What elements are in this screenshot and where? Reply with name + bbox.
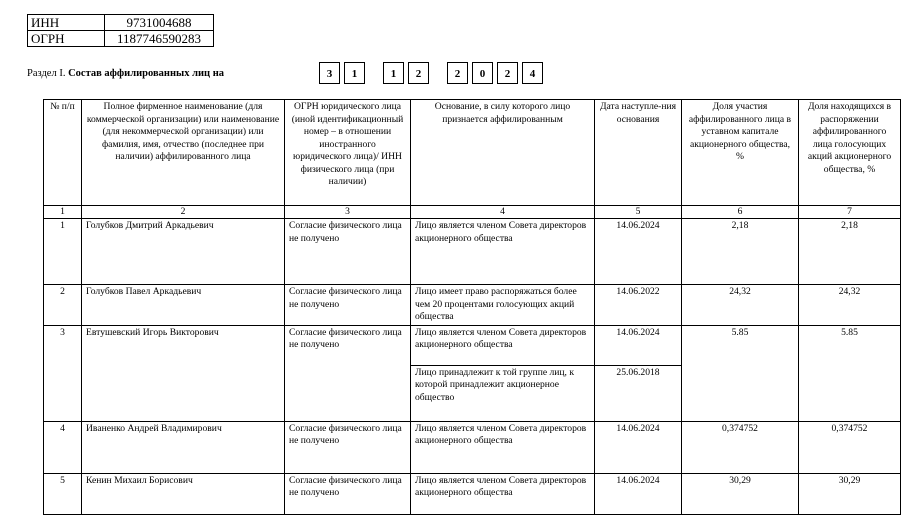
header-share-votes: Доля находящихся в распоряжении аффилированного лица голосующих акций акционерного общества, % <box>799 100 901 206</box>
col-number: 4 <box>411 206 595 219</box>
affiliates-table <box>43 99 901 515</box>
col-number: 7 <box>799 206 901 219</box>
date-digit-box: 1 <box>344 62 365 84</box>
row-name: Кенин Михаил Борисович <box>82 473 285 514</box>
row-id: Согласие физического лица не получено <box>285 421 411 473</box>
row-basis: Лицо является членом Совета директоров акционерного общества <box>411 473 595 514</box>
row-num: 4 <box>44 421 82 473</box>
date-digit-box: 4 <box>522 62 543 84</box>
table-row <box>44 285 901 326</box>
company-identifiers <box>27 14 214 47</box>
table-row <box>44 473 901 514</box>
column-number-row <box>44 206 901 219</box>
row-share-capital: 5.85 <box>682 325 799 365</box>
header-date: Дата наступле-ния основания <box>595 100 682 206</box>
row-share-capital: 24,32 <box>682 285 799 326</box>
row-basis: Лицо является членом Совета директоров акционерного общества <box>411 325 595 365</box>
col-number: 3 <box>285 206 411 219</box>
row-id: Согласие физического лица не получено <box>285 219 411 285</box>
row-id: Согласие физического лица не получено <box>285 285 411 326</box>
date-digit-box: 2 <box>408 62 429 84</box>
date-digit-box: 0 <box>472 62 493 84</box>
row-num: 3 <box>44 325 82 421</box>
row-name: Голубков Павел Аркадьевич <box>82 285 285 326</box>
row-basis: Лицо принадлежит к той группе лиц, к которой принадлежит акционерное общество <box>411 365 595 421</box>
row-basis: Лицо является членом Совета директоров акционерного общества <box>411 219 595 285</box>
row-basis: Лицо имеет право распоряжаться более чем 20 процентами голосующих акций общества <box>411 285 595 326</box>
table-row <box>44 421 901 473</box>
row-share-votes: 24,32 <box>799 285 901 326</box>
row-num: 5 <box>44 473 82 514</box>
ogrn-value: 1187746590283 <box>105 31 214 47</box>
section-prefix: Раздел I. <box>27 68 66 79</box>
table-row <box>44 325 901 365</box>
col-number: 5 <box>595 206 682 219</box>
row-date: 14.06.2024 <box>595 219 682 285</box>
col-number: 6 <box>682 206 799 219</box>
row-date: 14.06.2024 <box>595 473 682 514</box>
row-date: 25.06.2018 <box>595 365 682 421</box>
row-num: 2 <box>44 285 82 326</box>
row-share-capital-empty <box>682 365 799 421</box>
inn-value: 9731004688 <box>105 15 214 31</box>
table-header-row <box>44 100 901 206</box>
row-share-votes: 0,374752 <box>799 421 901 473</box>
row-id: Согласие физического лица не получено <box>285 325 411 421</box>
date-digit-box: 2 <box>447 62 468 84</box>
header-num: № п/п <box>44 100 82 206</box>
col-number: 2 <box>82 206 285 219</box>
row-name: Иваненко Андрей Владимирович <box>82 421 285 473</box>
row-share-votes: 30,29 <box>799 473 901 514</box>
section-title <box>27 68 224 79</box>
row-date: 14.06.2024 <box>595 421 682 473</box>
col-number: 1 <box>44 206 82 219</box>
header-share-capital: Доля участия аффилированного лица в уставном капитале акционерного общества, % <box>682 100 799 206</box>
row-date: 14.06.2022 <box>595 285 682 326</box>
inn-label: ИНН <box>28 15 105 31</box>
row-name: Евтушевский Игорь Викторович <box>82 325 285 421</box>
header-id: ОГРН юридического лица (иной идентификационный номер – в отношении иностранного юридического лица)/ ИНН физического лица (при наличии) <box>285 100 411 206</box>
row-share-capital: 0,374752 <box>682 421 799 473</box>
row-date: 14.06.2024 <box>595 325 682 365</box>
header-basis: Основание, в силу которого лицо признается аффилированным <box>411 100 595 206</box>
row-share-capital: 30,29 <box>682 473 799 514</box>
table-row <box>44 219 901 285</box>
row-basis: Лицо является членом Совета директоров акционерного общества <box>411 421 595 473</box>
row-share-capital: 2,18 <box>682 219 799 285</box>
row-id: Согласие физического лица не получено <box>285 473 411 514</box>
row-share-votes: 5.85 <box>799 325 901 421</box>
header-name: Полное фирменное наименование (для коммерческой организации) или наименование (для некоммерческой организации) или фамилия, имя, отчество (последнее при наличии) аффилированного лица <box>82 100 285 206</box>
date-digit-box: 3 <box>319 62 340 84</box>
date-digit-box: 2 <box>497 62 518 84</box>
row-name: Голубков Дмитрий Аркадьевич <box>82 219 285 285</box>
ogrn-label: ОГРН <box>28 31 105 47</box>
row-share-votes: 2,18 <box>799 219 901 285</box>
date-digit-box: 1 <box>383 62 404 84</box>
row-num: 1 <box>44 219 82 285</box>
section-heading: Состав аффилированных лиц на <box>68 68 225 79</box>
